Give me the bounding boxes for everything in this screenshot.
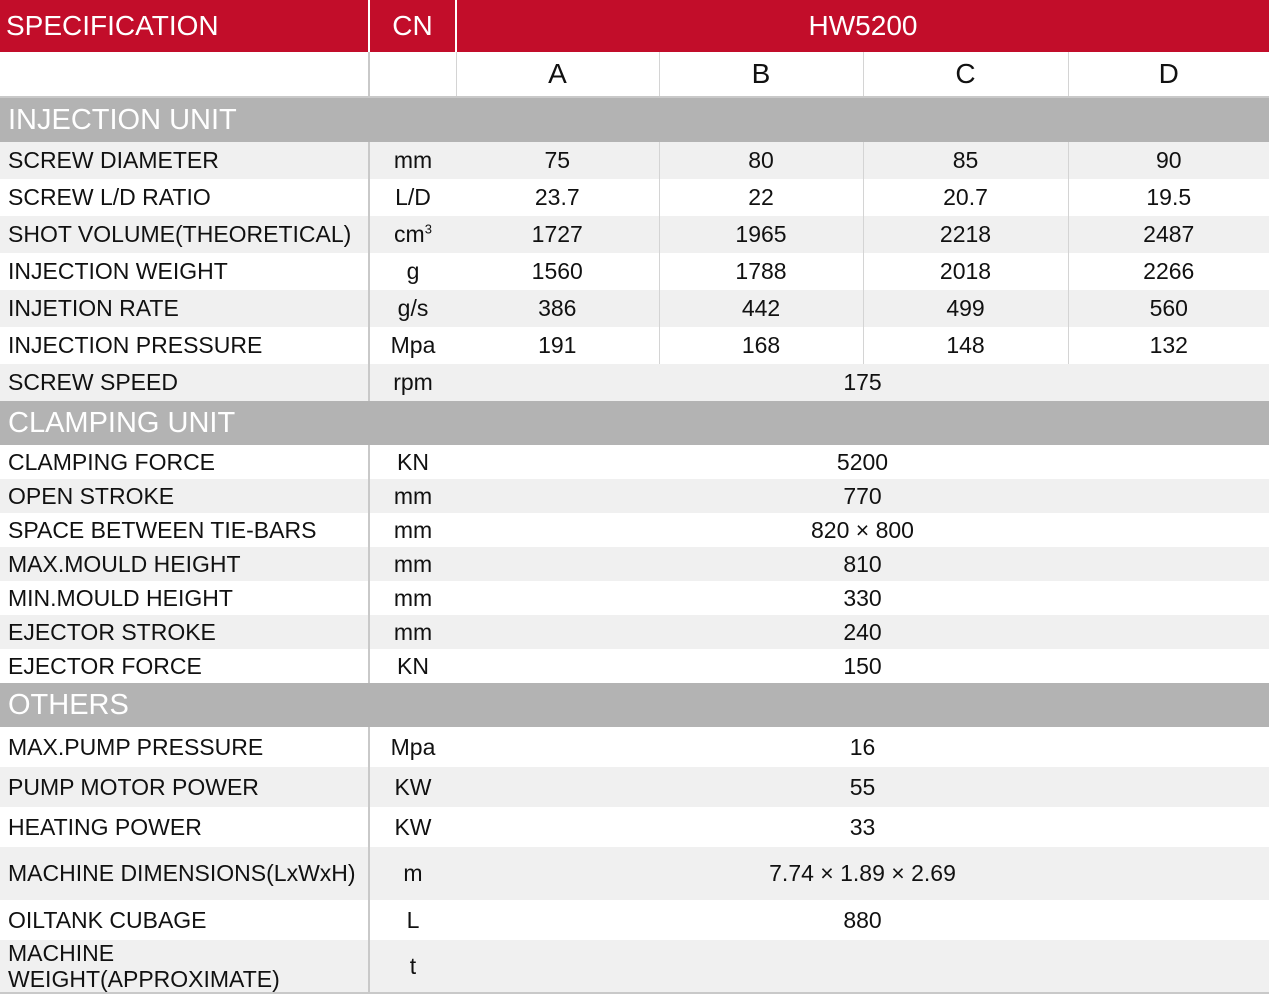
value-cell: 33 <box>456 807 1269 847</box>
value-cell: 1727 <box>456 216 659 253</box>
table-row <box>0 179 1269 216</box>
table-row <box>0 581 1269 615</box>
section-title-injection: INJECTION UNIT <box>0 97 1269 142</box>
value-cell: 1560 <box>456 253 659 290</box>
row-unit: L <box>369 900 456 940</box>
row-label: SPACE BETWEEN TIE-BARS <box>0 513 369 547</box>
table-row <box>0 216 1269 253</box>
unit-superscript: 3 <box>424 221 432 237</box>
value-cell: 2266 <box>1068 253 1269 290</box>
variant-c: C <box>863 52 1068 97</box>
row-label: SCREW L/D RATIO <box>0 179 369 216</box>
value-cell: 442 <box>659 290 863 327</box>
value-cell: 16 <box>456 727 1269 767</box>
row-unit: m <box>369 847 456 900</box>
row-unit: rpm <box>369 364 456 401</box>
row-unit: Mpa <box>369 327 456 364</box>
row-label: EJECTOR STROKE <box>0 615 369 649</box>
blank-cell <box>369 52 456 97</box>
table-row <box>0 649 1269 683</box>
table-row <box>0 513 1269 547</box>
row-label: HEATING POWER <box>0 807 369 847</box>
row-label: SCREW DIAMETER <box>0 142 369 179</box>
row-label: SCREW SPEED <box>0 364 369 401</box>
row-label: EJECTOR FORCE <box>0 649 369 683</box>
blank-cell <box>0 52 369 97</box>
value-cell: 810 <box>456 547 1269 581</box>
value-cell <box>456 940 1269 993</box>
row-label: PUMP MOTOR POWER <box>0 767 369 807</box>
table-row <box>0 327 1269 364</box>
table-header-row <box>0 0 1269 52</box>
value-cell: 1788 <box>659 253 863 290</box>
row-label: INJECTION PRESSURE <box>0 327 369 364</box>
row-unit: KW <box>369 767 456 807</box>
row-unit <box>369 216 456 253</box>
row-label: MACHINE DIMENSIONS(LxWxH) <box>0 847 369 900</box>
section-row <box>0 97 1269 142</box>
value-cell: 175 <box>456 364 1269 401</box>
table-row <box>0 900 1269 940</box>
variant-a: A <box>456 52 659 97</box>
value-cell: 5200 <box>456 445 1269 479</box>
table-row <box>0 807 1269 847</box>
value-cell: 2018 <box>863 253 1068 290</box>
table-row <box>0 767 1269 807</box>
value-cell: 820 × 800 <box>456 513 1269 547</box>
value-cell: 2487 <box>1068 216 1269 253</box>
value-cell: 23.7 <box>456 179 659 216</box>
row-label: MIN.MOULD HEIGHT <box>0 581 369 615</box>
row-label: INJETION RATE <box>0 290 369 327</box>
row-label-line: MACHINE <box>8 940 115 966</box>
table-row <box>0 479 1269 513</box>
value-cell: 148 <box>863 327 1068 364</box>
value-cell: 150 <box>456 649 1269 683</box>
value-cell: 90 <box>1068 142 1269 179</box>
row-label: INJECTION WEIGHT <box>0 253 369 290</box>
row-unit: mm <box>369 479 456 513</box>
value-cell: 80 <box>659 142 863 179</box>
row-unit: KN <box>369 445 456 479</box>
row-unit: g/s <box>369 290 456 327</box>
table-row <box>0 940 1269 993</box>
row-unit: mm <box>369 513 456 547</box>
model-heading: HW5200 <box>456 0 1269 52</box>
value-cell: 386 <box>456 290 659 327</box>
value-cell: 7.74 × 1.89 × 2.69 <box>456 847 1269 900</box>
value-cell: 19.5 <box>1068 179 1269 216</box>
value-cell: 560 <box>1068 290 1269 327</box>
row-label: SHOT VOLUME(THEORETICAL) <box>0 216 369 253</box>
table-row <box>0 142 1269 179</box>
row-label <box>0 940 369 993</box>
value-cell: 499 <box>863 290 1068 327</box>
value-cell: 240 <box>456 615 1269 649</box>
value-cell: 22 <box>659 179 863 216</box>
row-label: OILTANK CUBAGE <box>0 900 369 940</box>
unit-text: cm <box>394 221 425 247</box>
table-row <box>0 615 1269 649</box>
value-cell: 20.7 <box>863 179 1068 216</box>
row-unit: Mpa <box>369 727 456 767</box>
value-cell: 880 <box>456 900 1269 940</box>
row-label: OPEN STROKE <box>0 479 369 513</box>
table-row <box>0 445 1269 479</box>
section-title-others: OTHERS <box>0 683 1269 727</box>
value-cell: 85 <box>863 142 1068 179</box>
row-label: MAX.PUMP PRESSURE <box>0 727 369 767</box>
section-row <box>0 401 1269 445</box>
row-unit: KN <box>369 649 456 683</box>
value-cell: 1965 <box>659 216 863 253</box>
value-cell: 330 <box>456 581 1269 615</box>
variant-d: D <box>1068 52 1269 97</box>
row-label: CLAMPING FORCE <box>0 445 369 479</box>
row-unit: t <box>369 940 456 993</box>
row-unit: mm <box>369 615 456 649</box>
variant-b: B <box>659 52 863 97</box>
cn-heading: CN <box>369 0 456 52</box>
row-unit: mm <box>369 581 456 615</box>
section-title-clamping: CLAMPING UNIT <box>0 401 1269 445</box>
value-cell: 132 <box>1068 327 1269 364</box>
table-row <box>0 364 1269 401</box>
section-row <box>0 683 1269 727</box>
row-unit: mm <box>369 142 456 179</box>
row-unit: KW <box>369 807 456 847</box>
specification-heading: SPECIFICATION <box>0 0 369 52</box>
variant-header-row <box>0 52 1269 97</box>
value-cell: 75 <box>456 142 659 179</box>
table-row <box>0 253 1269 290</box>
table-row <box>0 290 1269 327</box>
table-row <box>0 727 1269 767</box>
value-cell: 168 <box>659 327 863 364</box>
value-cell: 770 <box>456 479 1269 513</box>
value-cell: 55 <box>456 767 1269 807</box>
value-cell: 191 <box>456 327 659 364</box>
row-label: MAX.MOULD HEIGHT <box>0 547 369 581</box>
row-unit: L/D <box>369 179 456 216</box>
row-label-line: WEIGHT(APPROXIMATE) <box>8 966 280 992</box>
table-row <box>0 847 1269 900</box>
value-cell: 2218 <box>863 216 1068 253</box>
table-row <box>0 547 1269 581</box>
row-unit: g <box>369 253 456 290</box>
row-unit: mm <box>369 547 456 581</box>
